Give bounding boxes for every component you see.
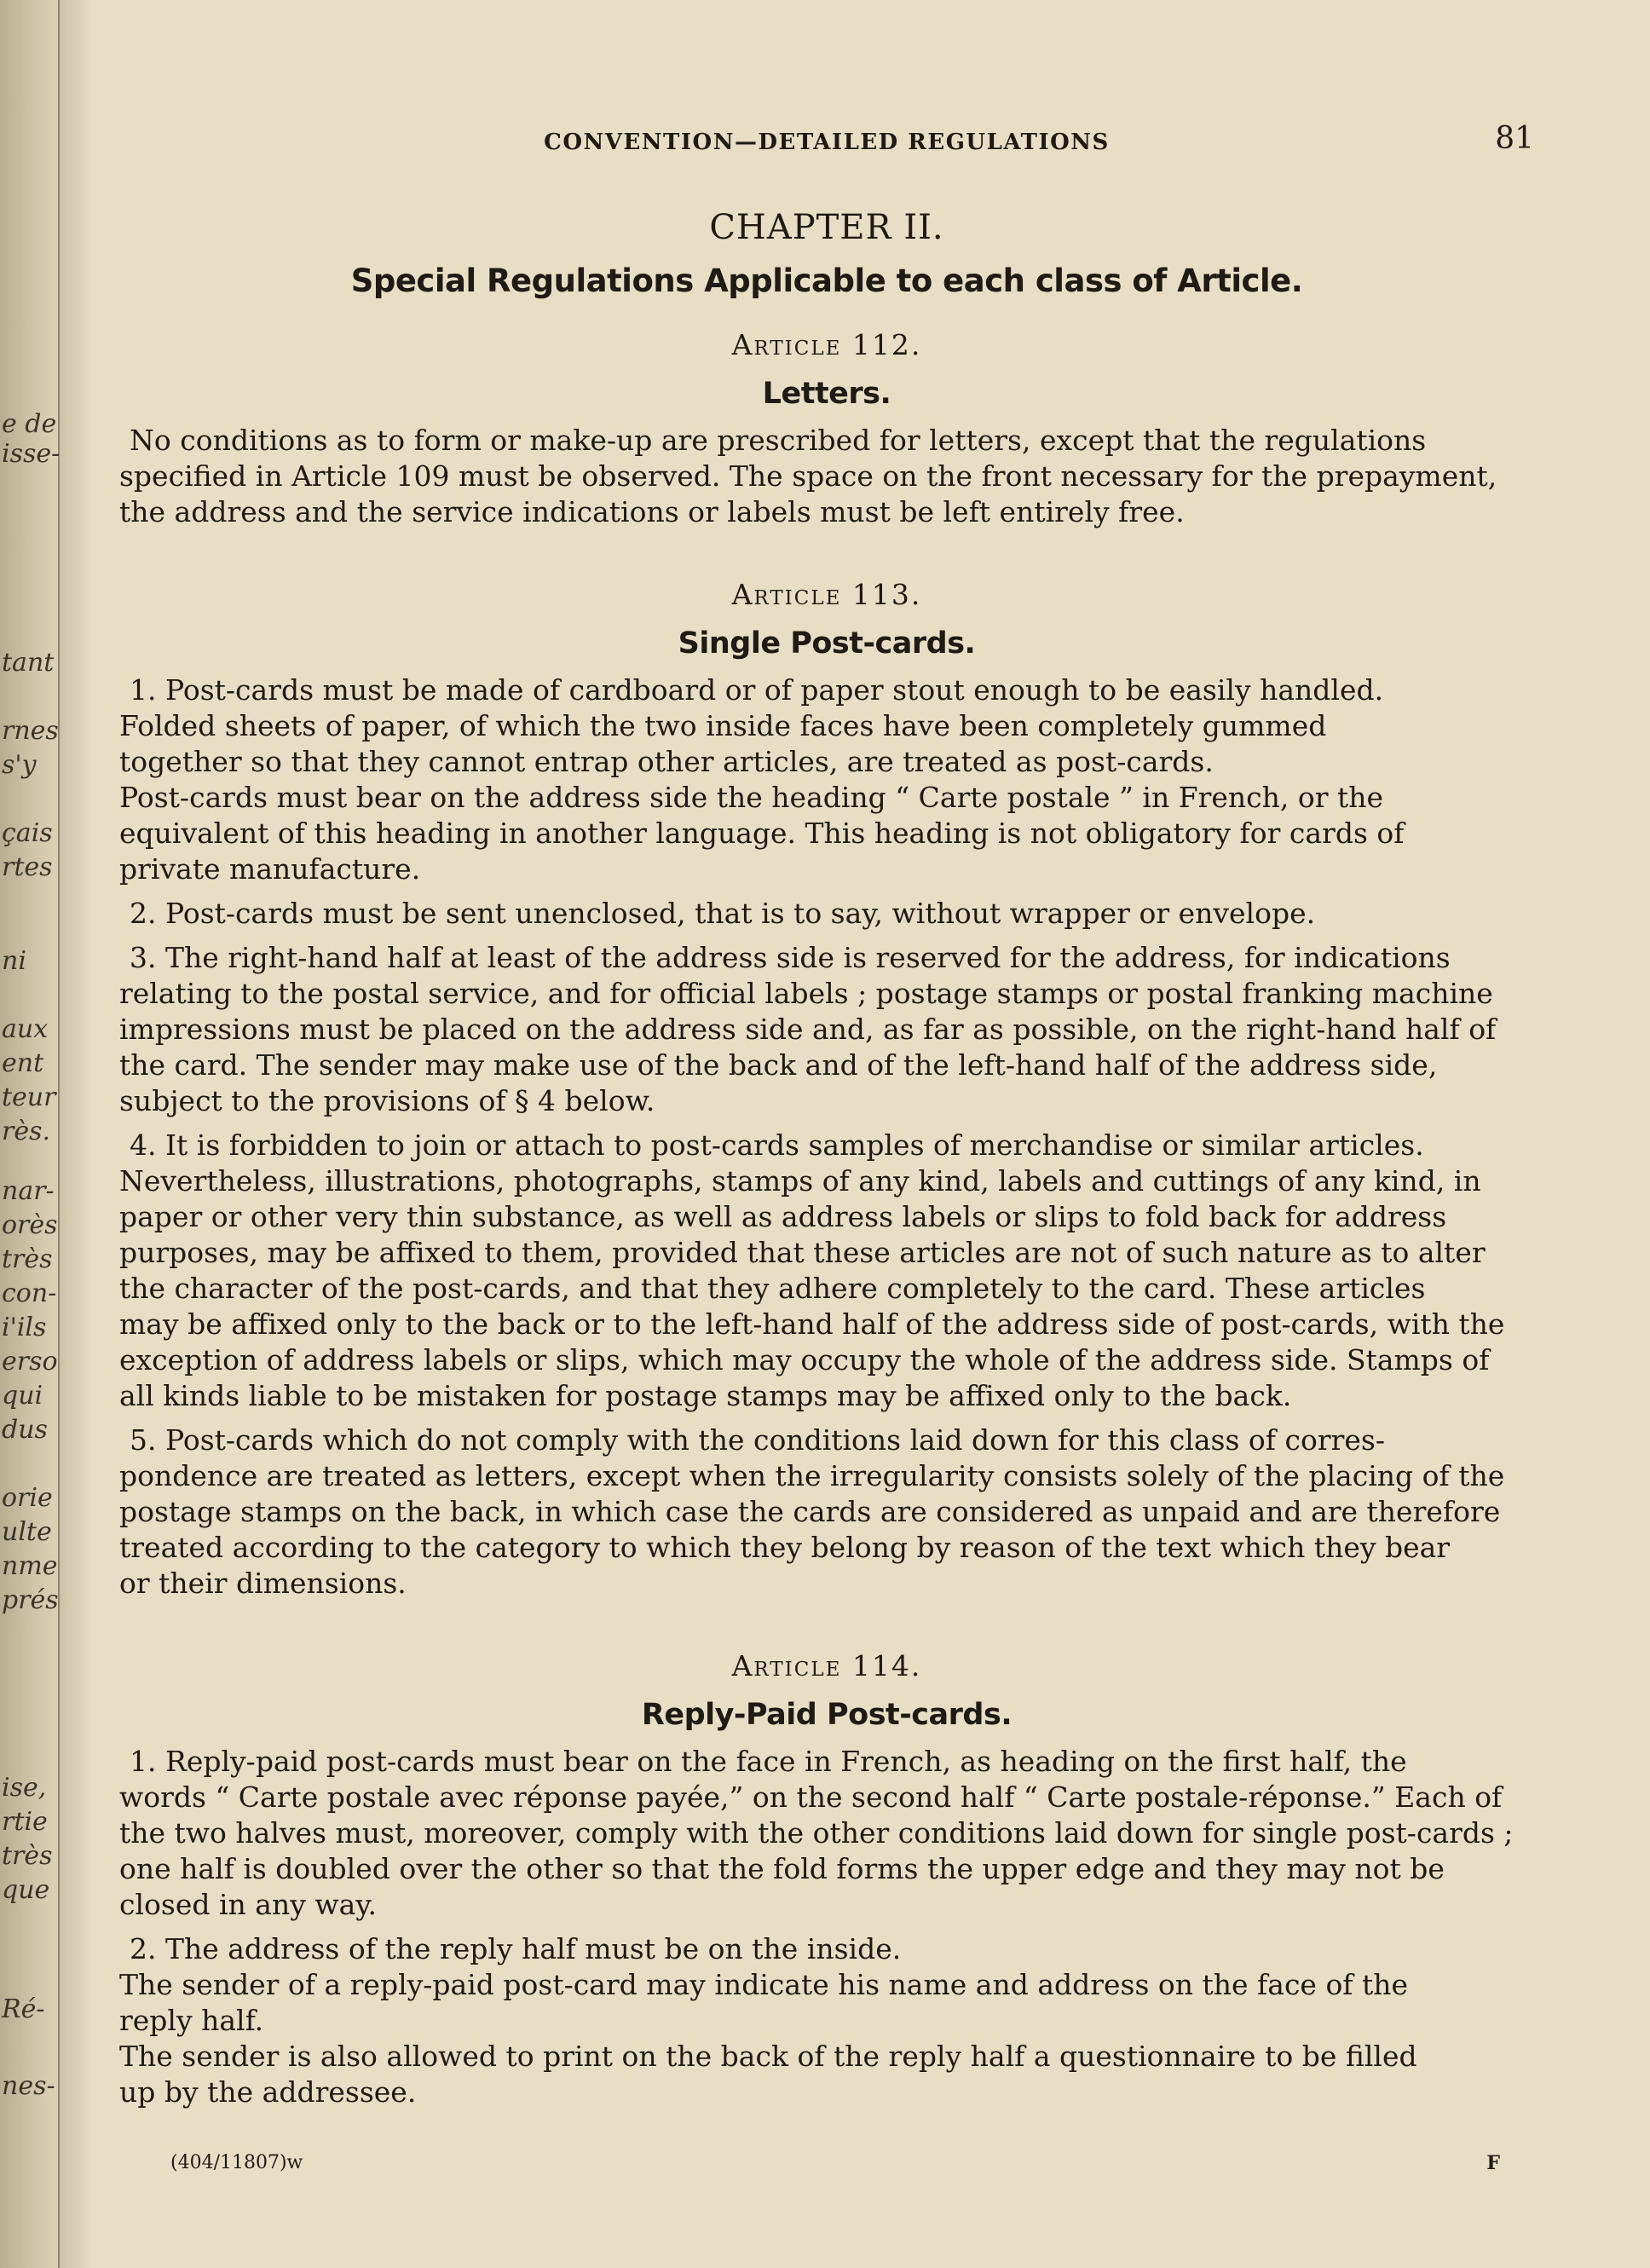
adjacent-page-fragment: tant [2,648,55,678]
page-content [119,102,1534,2110]
text-line: the card. The sender may make use of the back and of the left-hand half of the address side, [119,1048,1438,1082]
article-heading: Article 113. [731,578,922,611]
article-paragraph [119,1744,1534,1923]
text-line: one half is doubled over the other so that the fold forms the upper edge and they may not be [119,1852,1445,1885]
article-paragraph [119,896,1534,932]
adjacent-page-fragment: qui [2,1381,43,1411]
text-line: 2. Post-cards must be sent unenclosed, that is to say, without wrapper or envelope. [130,897,1316,930]
adjacent-page-fragment: que [2,1875,50,1905]
adjacent-page-edge [0,0,60,2268]
running-head [119,102,1534,156]
adjacent-page-fragment: i'ils [2,1313,47,1342]
adjacent-page-fragment: orie [2,1483,53,1513]
page-number: 81 [1495,121,1534,156]
adjacent-page-fragment: çais [2,818,53,848]
adjacent-page-fragment: nar- [2,1176,55,1206]
adjacent-page-fragment: e de [2,409,57,439]
adjacent-page-fragment: rtie [2,1807,48,1837]
text-line: up by the addressee. [119,2075,417,2109]
article-paragraph [119,1128,1534,1414]
text-line: the address and the service indications or labels must be left entirely free. [119,495,1185,528]
text-line: may be affixed only to the back or to the left-hand half of the address side of post-cards, with the [119,1307,1505,1341]
adjacent-page-fragment: très [2,1244,53,1274]
text-line: pondence are treated as letters, except when the irregularity consists solely of the placing of the [119,1459,1505,1492]
adjacent-page-fragment: Ré- [2,1994,45,2024]
running-head-title: CONVENTION—DETAILED REGULATIONS [544,130,1110,155]
text-line: all kinds liable to be mistaken for postage stamps may be affixed only to the back. [119,1379,1292,1412]
adjacent-page-fragment: con- [2,1278,57,1308]
chapter-heading: CHAPTER II. [709,208,944,247]
article-paragraph [119,1423,1534,1601]
text-line: Folded sheets of paper, of which the two inside faces have been completely gummed [119,709,1327,742]
text-line: Post-cards must bear on the address side the heading “ Carte postale ” in French, or the [119,781,1384,814]
text-line: impressions must be placed on the address side and, as far as possible, on the right-hand half of [119,1013,1497,1046]
adjacent-page-fragment: s'y [2,750,37,780]
text-line: purposes, may be affixed to them, provided that these articles are not of such nature as to alter [119,1236,1486,1269]
signature-mark: F [1486,2152,1500,2174]
adjacent-page-fragment: nme [2,1551,58,1581]
adjacent-page-fragment: rnes [2,716,59,746]
text-line: 5. Post-cards which do not comply with the conditions laid down for this class of corres- [130,1423,1385,1457]
book-gutter-shadow [60,0,94,2268]
adjacent-page-fragment: nes- [2,2071,55,2101]
print-code: (404/11807)w [170,2152,303,2173]
text-line: Nevertheless, illustrations, photographs, stamps of any kind, labels and cuttings of any kind, in [119,1164,1481,1197]
text-line: postage stamps on the back, in which case the cards are considered as unpaid and are therefore [119,1495,1501,1528]
adjacent-page-fragment: ise, [2,1773,47,1803]
text-line: 3. The right-hand half at least of the address side is reserved for the address, for indications [130,941,1451,974]
text-line: paper or other very thin substance, as well as address labels or slips to fold back for address [119,1200,1447,1233]
text-line: treated according to the category to which they belong by reason of the text which they bear [119,1531,1451,1564]
article-heading: Article 114. [731,1649,922,1682]
article-paragraph [119,940,1534,1119]
article-paragraph [119,1931,1534,2110]
articles-container [119,328,1534,2110]
adjacent-page-fragment: aux [2,1014,49,1044]
adjacent-page-fragment: rtes [2,852,53,882]
text-line: The sender of a reply-paid post-card may indicate his name and address on the face of the [119,1968,1409,2001]
text-line: No conditions as to form or make-up are prescribed for letters, except that the regulations [130,424,1427,457]
adjacent-page-fragment: ulte [2,1517,52,1547]
adjacent-page-fragment: erso [2,1347,58,1376]
adjacent-page-fragment: ni [2,946,26,976]
text-line: The sender is also allowed to print on the back of the reply half a questionnaire to be filled [119,2040,1417,2073]
text-line: exception of address labels or slips, which may occupy the whole of the address side. Stamps of [119,1343,1490,1376]
text-line: relating to the postal service, and for official labels ; postage stamps or postal franking machine [119,977,1493,1010]
text-line: private manufacture. [119,852,421,886]
adjacent-page-fragment: ent [2,1048,44,1078]
adjacent-page-fragment: orès [2,1210,58,1240]
text-line: or their dimensions. [119,1567,407,1600]
article-title: Letters. [762,377,891,411]
text-line: closed in any way. [119,1888,378,1921]
adjacent-page-fragment: teur [2,1082,56,1112]
chapter-subtitle: Special Regulations Applicable to each class of Article. [350,263,1303,299]
article-title: Single Post-cards. [678,626,976,661]
text-line: equivalent of this heading in another language. This heading is not obligatory for cards of [119,817,1405,850]
text-line: words “ Carte postale avec réponse payée,” on the second half “ Carte postale-réponse.” Each of [119,1780,1503,1814]
text-line: 4. It is forbidden to join or attach to post-cards samples of merchandise or similar articles. [130,1128,1424,1162]
page-footer [170,2152,1500,2186]
text-line: together so that they cannot entrap other articles, are treated as post-cards. [119,745,1214,778]
adjacent-page-fragment: isse- [2,439,61,469]
adjacent-page-fragment: rès. [2,1117,51,1146]
text-line: 1. Reply-paid post-cards must bear on the face in French, as heading on the first half, the [130,1745,1407,1778]
text-line: the character of the post-cards, and that they adhere completely to the card. These articles [119,1272,1426,1305]
text-line: specified in Article 109 must be observed. The space on the front necessary for the prepayment, [119,459,1497,493]
adjacent-page-fragment: prés [2,1585,59,1615]
text-line: reply half. [119,2004,264,2037]
text-line: the two halves must, moreover, comply with the other conditions laid down for single post-cards ; [119,1816,1514,1850]
text-line: 2. The address of the reply half must be on the inside. [130,1932,902,1965]
article-title: Reply-Paid Post-cards. [641,1698,1012,1732]
adjacent-page-fragment: très [2,1841,53,1871]
text-line: 1. Post-cards must be made of cardboard or of paper stout enough to be easily handled. [130,673,1384,707]
article-paragraph [119,423,1534,530]
article-heading: Article 112. [731,328,922,361]
adjacent-page-fragment: dus [2,1415,48,1445]
text-line: subject to the provisions of § 4 below. [119,1084,655,1117]
article-paragraph [119,672,1534,887]
